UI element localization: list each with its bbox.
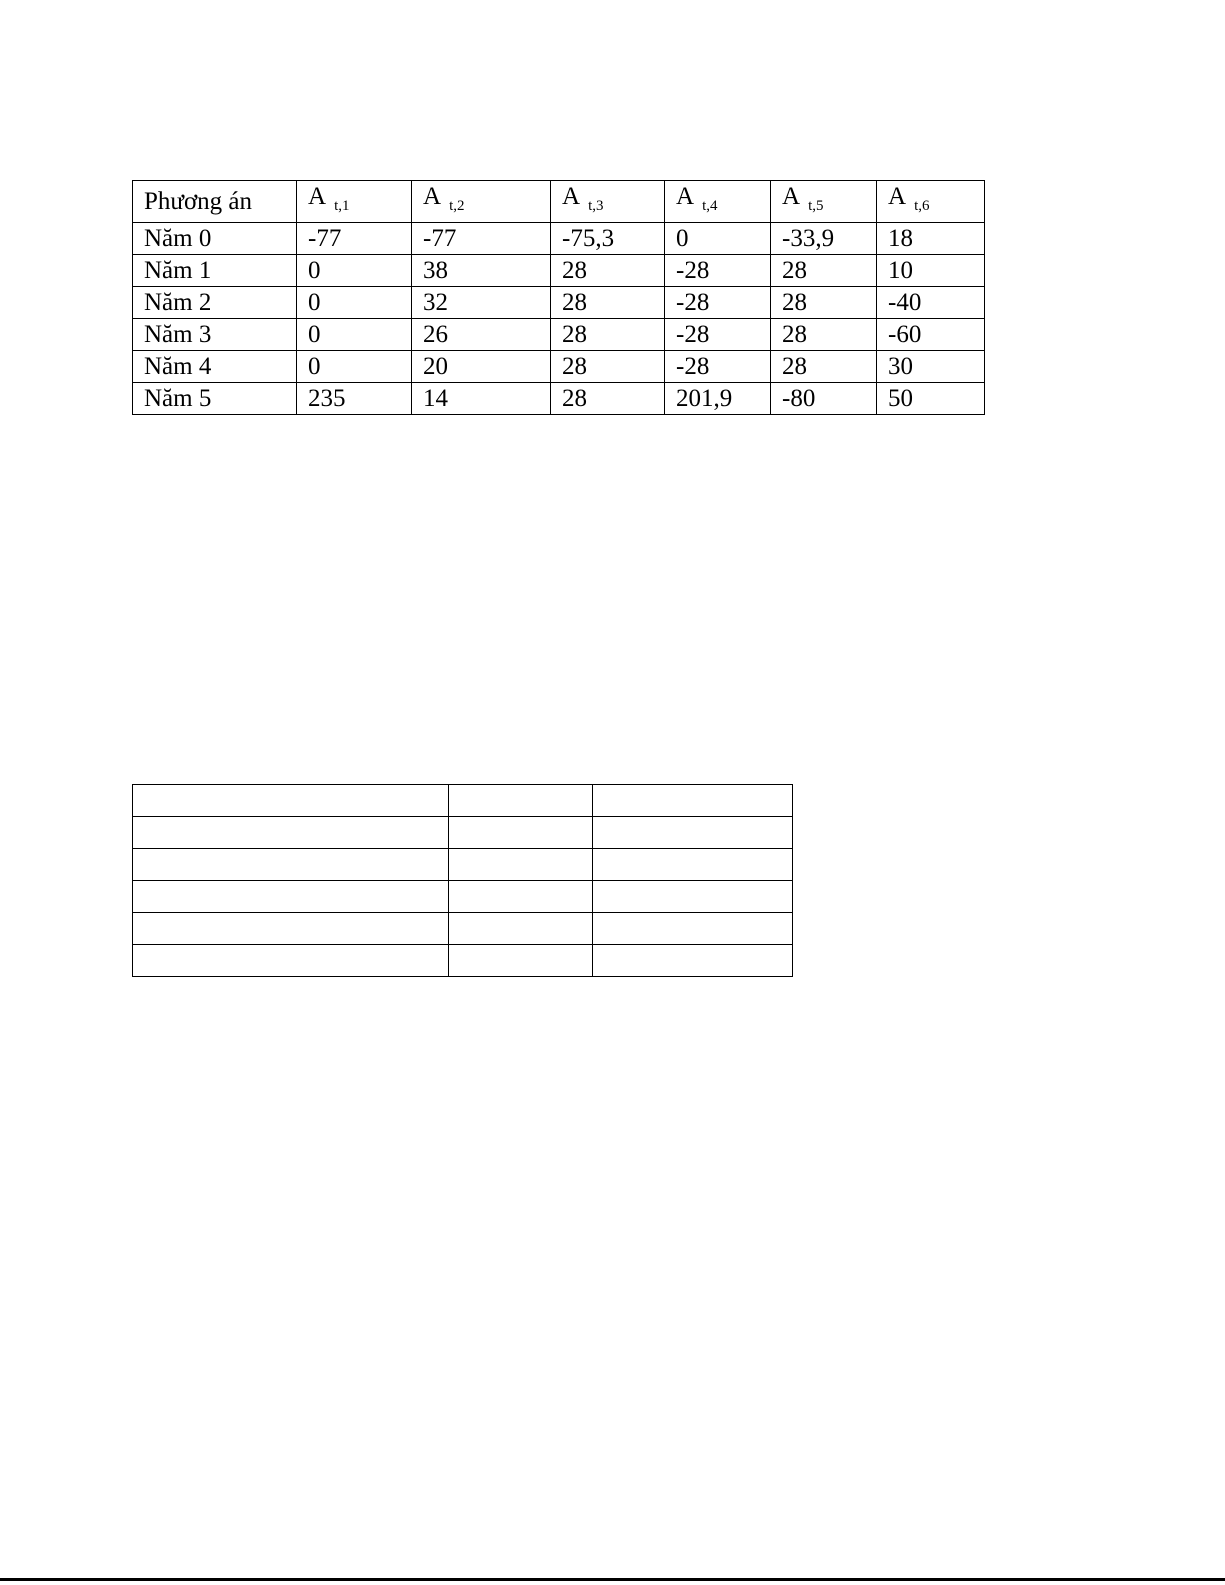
table-cell	[449, 817, 593, 849]
table-cell: 28	[771, 287, 877, 319]
table-row	[133, 383, 985, 415]
header-cell	[771, 181, 877, 223]
table-cell	[449, 785, 593, 817]
table-cell: 235	[297, 383, 412, 415]
table-cell: 0	[297, 255, 412, 287]
table-cell: -28	[665, 351, 771, 383]
table-row	[133, 351, 985, 383]
table-cell: 28	[551, 351, 665, 383]
table-cell: 18	[877, 223, 985, 255]
table-row	[133, 817, 793, 849]
table-cell	[133, 785, 449, 817]
table-cell	[133, 881, 449, 913]
table-cell: 28	[551, 319, 665, 351]
table-cell: -28	[665, 319, 771, 351]
table-cell: 28	[771, 319, 877, 351]
header-letter: A	[562, 183, 581, 210]
table-cell	[133, 945, 449, 977]
table-cell	[593, 881, 793, 913]
header-subscript: t,6	[914, 198, 930, 214]
table-cell: 26	[412, 319, 551, 351]
header-subscript: t,1	[334, 198, 350, 214]
table-cell: 20	[412, 351, 551, 383]
table-cell: -60	[877, 319, 985, 351]
header-letter: A	[308, 183, 327, 210]
header-subscript: t,4	[702, 198, 718, 214]
table-cell: 30	[877, 351, 985, 383]
table-cell: 201,9	[665, 383, 771, 415]
row-label: Năm 5	[133, 383, 297, 415]
table-row	[133, 785, 793, 817]
table-cell	[449, 913, 593, 945]
table-cell	[449, 945, 593, 977]
header-letter: A	[423, 183, 442, 210]
table-row	[133, 287, 985, 319]
table-cell: -75,3	[551, 223, 665, 255]
header-cell-corner: Phương án	[133, 181, 297, 223]
table-cell: 28	[771, 351, 877, 383]
table-cell: 14	[412, 383, 551, 415]
header-letter: A	[782, 183, 801, 210]
header-cell	[412, 181, 551, 223]
table-row	[133, 913, 793, 945]
header-cell	[297, 181, 412, 223]
table-cell: -40	[877, 287, 985, 319]
table-cell: -80	[771, 383, 877, 415]
table-cell	[133, 849, 449, 881]
table-cell	[593, 849, 793, 881]
table-cell: -28	[665, 287, 771, 319]
table-cell: -77	[297, 223, 412, 255]
table-cell: 0	[297, 351, 412, 383]
table-cell: 28	[771, 255, 877, 287]
table-row	[133, 223, 985, 255]
table-cell: -33,9	[771, 223, 877, 255]
table-row	[133, 945, 793, 977]
table-cell: 0	[665, 223, 771, 255]
table-cell: 32	[412, 287, 551, 319]
header-cell	[877, 181, 985, 223]
table-cell	[593, 785, 793, 817]
table-cell	[593, 817, 793, 849]
table-row	[133, 255, 985, 287]
header-cell	[551, 181, 665, 223]
table-cell	[449, 849, 593, 881]
header-letter: A	[888, 183, 907, 210]
table-cell: -28	[665, 255, 771, 287]
table-cell: 10	[877, 255, 985, 287]
header-subscript: t,3	[588, 198, 604, 214]
table-cell	[593, 945, 793, 977]
table-cell	[593, 913, 793, 945]
table-cell: 50	[877, 383, 985, 415]
header-cell	[665, 181, 771, 223]
table-row	[133, 849, 793, 881]
table-cell: 0	[297, 287, 412, 319]
row-label: Năm 2	[133, 287, 297, 319]
header-letter: A	[676, 183, 695, 210]
empty-table	[132, 784, 793, 977]
table-cell	[449, 881, 593, 913]
row-label: Năm 0	[133, 223, 297, 255]
header-subscript: t,5	[808, 198, 824, 214]
table-cell: 38	[412, 255, 551, 287]
page-bottom-rule	[0, 1578, 1225, 1581]
row-label: Năm 1	[133, 255, 297, 287]
table-header-row	[133, 181, 985, 223]
row-label: Năm 3	[133, 319, 297, 351]
table-cell: -77	[412, 223, 551, 255]
cashflow-table	[132, 180, 985, 415]
table-cell: 0	[297, 319, 412, 351]
table-cell: 28	[551, 287, 665, 319]
table-cell: 28	[551, 255, 665, 287]
table-cell	[133, 817, 449, 849]
header-subscript: t,2	[449, 198, 465, 214]
table-row	[133, 881, 793, 913]
table-cell: 28	[551, 383, 665, 415]
table-row	[133, 319, 985, 351]
table-cell	[133, 913, 449, 945]
row-label: Năm 4	[133, 351, 297, 383]
